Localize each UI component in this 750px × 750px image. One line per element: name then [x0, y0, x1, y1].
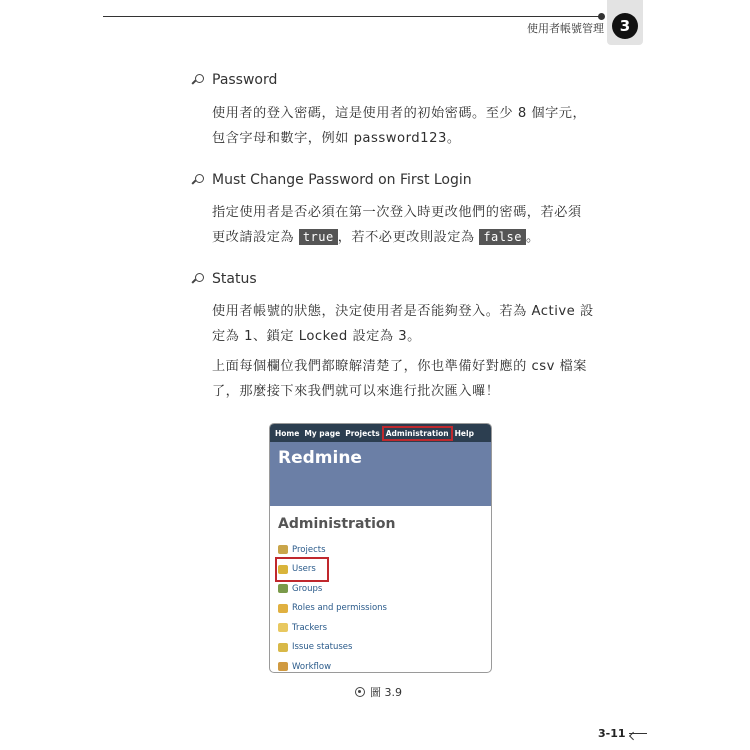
figure-caption [355, 684, 402, 700]
nav-projects[interactable]: Projects [345, 428, 380, 438]
admin-item-label: Issue statuses [292, 642, 353, 653]
admin-item-label: Users [292, 564, 316, 575]
paragraph-status [212, 299, 602, 349]
text-run: ，若不必更改則設定為 [337, 230, 480, 245]
admin-item-projects[interactable] [278, 540, 483, 560]
admin-item-label: Trackers [292, 622, 328, 633]
section-heading: Password [212, 72, 278, 88]
redmine-top-menu [270, 424, 491, 442]
chapter-number: 3 [612, 13, 638, 39]
nav-help[interactable]: Help [454, 428, 474, 438]
redmine-header [270, 442, 491, 506]
text-run: 更改請設定為 [212, 230, 299, 245]
admin-heading: Administration [278, 516, 396, 532]
admin-item-label: Roles and permissions [292, 603, 387, 614]
running-header-title: 使用者帳號管理 [527, 22, 604, 35]
section-heading: Must Change Password on First Login [212, 172, 472, 188]
paragraph-closing [212, 354, 602, 404]
users-icon [278, 565, 288, 574]
admin-item-label: Groups [292, 583, 323, 594]
code-false: false [479, 229, 526, 245]
magnifier-icon [192, 74, 205, 87]
paragraph-line: 包含字母和數字，例如 password123。 [212, 131, 461, 146]
paragraph-line: 了，那麼接下來我們就可以來進行批次匯入囉！ [212, 384, 500, 399]
admin-item-issue-statuses[interactable] [278, 638, 483, 658]
page-number: 3-11 [598, 727, 626, 740]
nav-my-page[interactable]: My page [304, 428, 341, 438]
code-true: true [299, 229, 338, 245]
admin-item-roles[interactable] [278, 599, 483, 619]
section-must-change-password [192, 172, 472, 188]
paragraph-line [212, 225, 602, 250]
header-rule [103, 16, 603, 17]
admin-item-groups[interactable] [278, 579, 483, 599]
admin-item-workflow[interactable] [278, 657, 483, 673]
paragraph-line: 上面每個欄位我們都瞭解清楚了，你也準備好對應的 csv 檔案 [212, 359, 587, 374]
redmine-admin-panel [270, 506, 491, 673]
section-heading: Status [212, 271, 257, 287]
projects-icon [278, 545, 288, 554]
header-rule-dot [598, 13, 605, 20]
workflow-icon [278, 662, 288, 671]
magnifier-icon [192, 174, 205, 187]
redmine-logo: Redmine [278, 448, 362, 468]
nav-administration[interactable]: Administration [385, 428, 449, 438]
magnifier-icon [192, 273, 205, 286]
page-arrow-icon [629, 733, 647, 734]
paragraph-line: 指定使用者是否必須在第一次登入時更改他們的密碼，若必須 [212, 205, 582, 220]
admin-item-users[interactable] [278, 560, 326, 580]
nav-home[interactable]: Home [275, 428, 300, 438]
text-run: 。 [525, 230, 540, 245]
admin-item-label: Workflow [292, 661, 332, 672]
section-password [192, 72, 277, 88]
figure-icon [355, 687, 365, 697]
paragraph-password [212, 101, 602, 151]
redmine-screenshot [269, 423, 492, 673]
paragraph-line: 定為 1、鎖定 Locked 設定為 3。 [212, 329, 421, 344]
groups-icon [278, 584, 288, 593]
admin-item-trackers[interactable] [278, 618, 483, 638]
admin-item-label: Projects [292, 544, 326, 555]
issue-statuses-icon [278, 643, 288, 652]
section-status [192, 271, 257, 287]
paragraph-line: 使用者的登入密碼，這是使用者的初始密碼。至少 8 個字元， [212, 106, 587, 121]
paragraph-line: 使用者帳號的狀態，決定使用者是否能夠登入。若為 Active 設 [212, 304, 594, 319]
trackers-icon [278, 623, 288, 632]
caption-text: 圖 3.9 [370, 686, 402, 699]
roles-icon [278, 604, 288, 613]
paragraph-must-change [212, 200, 602, 250]
